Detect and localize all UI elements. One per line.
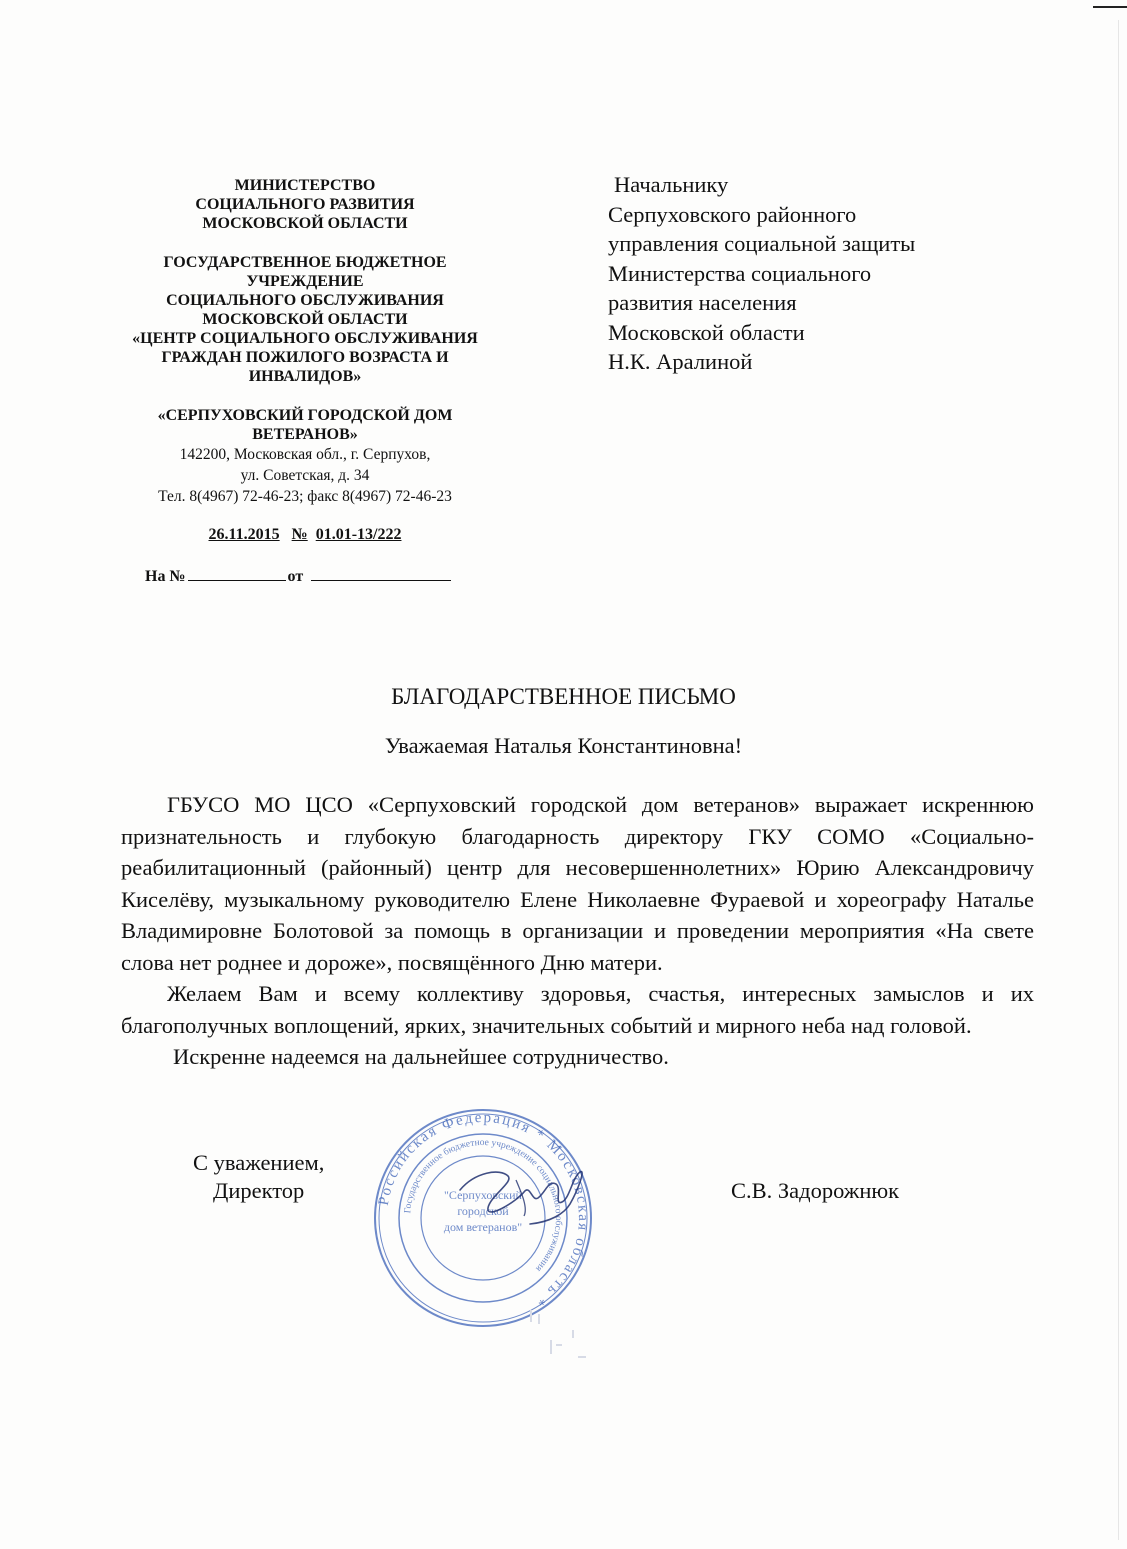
org-line: УЧРЕЖДЕНИЕ — [246, 273, 364, 290]
seal-inner-text: Государственное бюджетное учреждение социального обслуживания — [403, 1137, 564, 1274]
handwritten-signature — [420, 1150, 600, 1240]
org-line: «ЦЕНТР СОЦИАЛЬНОГО ОБСЛУЖИВАНИЯ — [132, 330, 478, 347]
ref-date-blank — [311, 566, 451, 581]
salutation: Уважаемая Наталья Константиновна! — [384, 733, 743, 758]
letter-body — [121, 789, 1034, 1073]
org-line: ИНВАЛИДОВ» — [248, 368, 362, 385]
document-title: БЛАГОДАРСТВЕННОЕ ПИСЬМО — [391, 684, 736, 709]
scan-edge-mark — [1093, 6, 1127, 8]
registration-number — [100, 525, 510, 544]
body-paragraph: Искренне надеемся на дальнейшее сотрудничество. — [173, 1044, 669, 1069]
addressee-line: Министерства социального — [608, 260, 872, 286]
org-line: МОСКОВСКОЙ ОБЛАСТИ — [202, 311, 408, 328]
seal-outer-text: Российская Федерация * Московская область * — [375, 1109, 592, 1310]
seal-center-line: дом ветеранов" — [443, 1220, 523, 1234]
ministry-line: МОСКОВСКОЙ ОБЛАСТИ — [202, 215, 408, 232]
addressee-name: Н.К. Аралиной — [608, 349, 753, 374]
branch-line: ВЕТЕРАНОВ» — [252, 426, 358, 443]
seal-center-line: городской — [457, 1204, 509, 1218]
ref-prefix: На № — [145, 568, 186, 585]
seal-center-line: "Серпуховский — [444, 1188, 522, 1202]
reg-sign: № — [291, 526, 308, 543]
addressee-block — [608, 170, 1028, 377]
address-line: 142200, Московская обл., г. Серпухов, — [179, 446, 431, 463]
signer-name: С.В. Задорожнюк — [731, 1178, 900, 1203]
body-paragraph: ГБУСО МО ЦСО «Серпуховский городской дом ветеранов» выражает искреннюю признательность и глубокую благодарность директору ГКУ СОМО «Социально-реабилитационный (районный) центр для несовершеннолетних» Юрию Александровичу Киселёву, музыкальному руководителю Елене Николаевне Фураевой и хореографу Наталье Владимировне Болотовой за помощь в организации и проведении мероприятия «На свете слова нет роднее и дороже», посвящённого Дню матери. — [121, 792, 1034, 975]
ref-number-blank — [188, 566, 286, 581]
addressee-line: Начальнику — [614, 172, 729, 197]
addressee-line: управления социальной защиты — [608, 231, 916, 256]
addressee-line: Московской области — [608, 319, 805, 345]
phone-line: Тел. 8(4967) 72-46-23; факс 8(4967) 72-46-23 — [158, 488, 452, 505]
closing-phrase: С уважением, — [193, 1150, 325, 1175]
org-line: ГРАЖДАН ПОЖИЛОГО ВОЗРАСТА И — [161, 349, 449, 366]
ref-from: от — [287, 568, 304, 585]
scan-edge-shadow — [1118, 20, 1119, 1540]
addressee-line: Серпуховского районного — [608, 201, 857, 227]
branch-line: «СЕРПУХОВСКИЙ ГОРОДСКОЙ ДОМ — [157, 407, 453, 424]
body-paragraph: Желаем Вам и всему коллективу здоровья, счастья, интересных замыслов и их благополучных воплощений, ярких, значительных событий и мирного неба над головой. — [121, 981, 1034, 1038]
reg-number: 01.01-13/222 — [315, 526, 402, 543]
addressee-line: развития населения — [608, 290, 797, 315]
address-line: ул. Советская, д. 34 — [240, 467, 370, 484]
reference-line — [100, 566, 510, 586]
reg-date: 26.11.2015 — [208, 526, 280, 543]
ministry-line: СОЦИАЛЬНОГО РАЗВИТИЯ — [195, 196, 415, 213]
org-line: ГОСУДАРСТВЕННОЕ БЮДЖЕТНОЕ — [163, 254, 447, 271]
sender-letterhead — [100, 176, 510, 586]
ministry-line: МИНИСТЕРСТВО — [234, 177, 376, 194]
signer-position: Директор — [213, 1178, 305, 1203]
org-line: СОЦИАЛЬНОГО ОБСЛУЖИВАНИЯ — [166, 292, 444, 309]
scan-noise — [520, 1300, 600, 1380]
